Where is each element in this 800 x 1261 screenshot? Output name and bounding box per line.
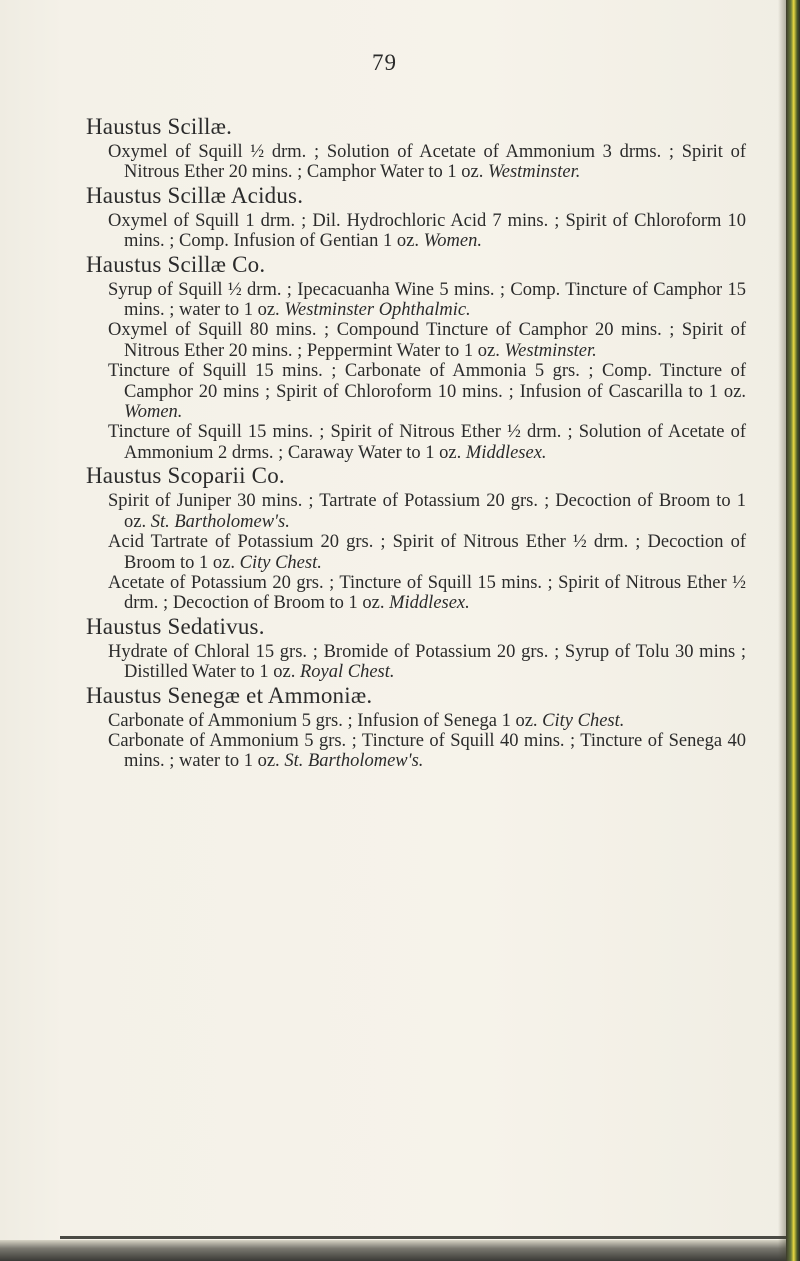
section-heading: Haustus Scillæ Acidus. bbox=[86, 182, 304, 208]
section-heading: Haustus Senegæ et Ammoniæ. bbox=[86, 682, 373, 708]
formula-entry bbox=[86, 573, 746, 614]
section-haustus-sedativus bbox=[86, 614, 746, 683]
formula-source: Royal Chest. bbox=[299, 662, 395, 683]
formula-text: Oxymel of Squill ½ drm. ; Solution of Acetate of Ammonium 3 drms. ; Spirit of Nitrous Ether 20 mins. ; Camphor Water to 1 oz. bbox=[108, 142, 746, 183]
formula-text: Oxymel of Squill 1 drm. ; Dil. Hydrochloric Acid 7 mins. ; Spirit of Chloroform 10 mins. ; Comp. Infusion of Gentian 1 oz. bbox=[108, 210, 746, 252]
bottom-rule bbox=[60, 1236, 786, 1239]
formula-source: Westminster Ophthalmic. bbox=[284, 300, 471, 321]
section-haustus-scillae-acidus bbox=[86, 183, 746, 252]
formula-source: Westminster. bbox=[488, 162, 581, 183]
section-haustus-scoparii-co bbox=[86, 463, 746, 613]
formula-source: Middlesex. bbox=[389, 593, 470, 614]
formula-source: Women. bbox=[423, 231, 482, 252]
formula-text: Tincture of Squill 15 mins. ; Spirit of Nitrous Ether ½ drm. ; Solution of Acetate of Ammonium 2 drms. ; Caraway Water to 1 oz. bbox=[108, 422, 746, 463]
formula-text: Spirit of Juniper 30 mins. ; Tartrate of Potassium 20 grs. ; Decoction of Broom to 1 oz. bbox=[108, 491, 746, 532]
formula-source: Middlesex. bbox=[465, 442, 547, 463]
formula-text: Tincture of Squill 15 mins. ; Carbonate of Ammonia 5 grs. ; Comp. Tincture of Camphor 20 mins ; Spirit of Chloroform 10 mins. ; Infusion of Cascarilla to 1 oz. bbox=[108, 361, 746, 402]
formula-text: Hydrate of Chloral 15 grs. ; Bromide of Potassium 20 grs. ; Syrup of Tolu 30 mins ; Distilled Water to 1 oz. bbox=[108, 641, 746, 683]
formula-source: Westminster. bbox=[504, 340, 597, 361]
formula-entry bbox=[86, 642, 746, 683]
formula-text: Oxymel of Squill 80 mins. ; Compound Tincture of Camphor 20 mins. ; Spirit of Nitrous Ether 20 mins. ; Peppermint Water to 1 oz. bbox=[108, 320, 746, 361]
formula-source: Women. bbox=[124, 402, 183, 423]
page-number: 79 bbox=[372, 50, 397, 75]
page-bottom-edge bbox=[0, 1240, 786, 1261]
formula-text: Acetate of Potassium 20 grs. ; Tincture of Squill 15 mins. ; Spirit of Nitrous Ether ½ drm. ; Decoction of Broom to 1 oz. bbox=[108, 572, 746, 614]
formula-source: City Chest. bbox=[239, 552, 322, 573]
section-heading: Haustus Scillæ Co. bbox=[86, 251, 266, 277]
formula-entry bbox=[86, 361, 746, 422]
formula-text: Carbonate of Ammonium 5 grs. ; Infusion of Senega 1 oz. bbox=[108, 710, 543, 731]
formula-source: St. Bartholomew's. bbox=[284, 751, 424, 772]
formula-source: City Chest. bbox=[542, 710, 625, 731]
formula-entry bbox=[86, 491, 746, 532]
formula-entry bbox=[86, 422, 746, 463]
formula-source: St. Bartholomew's. bbox=[150, 511, 290, 532]
formulary-content bbox=[86, 114, 746, 772]
formula-entry bbox=[86, 320, 746, 361]
formula-text: Syrup of Squill ½ drm. ; Ipecacuanha Wine 5 mins. ; Comp. Tincture of Camphor 15 mins. ; water to 1 oz. bbox=[108, 279, 746, 321]
formula-entry bbox=[86, 731, 746, 772]
formula-entry bbox=[86, 280, 746, 321]
section-haustus-scillae bbox=[86, 114, 746, 183]
book-binding-edge bbox=[786, 0, 800, 1261]
section-heading: Haustus Sedativus. bbox=[86, 613, 265, 639]
formula-text: Carbonate of Ammonium 5 grs. ; Tincture of Squill 40 mins. ; Tincture of Senega 40 mins. ; water to 1 oz. bbox=[108, 730, 746, 772]
formula-entry bbox=[86, 211, 746, 252]
formula-text: Acid Tartrate of Potassium 20 grs. ; Spirit of Nitrous Ether ½ drm. ; Decoction of Broom to 1 oz. bbox=[108, 532, 746, 573]
section-heading: Haustus Scoparii Co. bbox=[86, 463, 285, 489]
formula-entry bbox=[86, 142, 746, 183]
formula-entry bbox=[86, 711, 746, 731]
section-haustus-senegae-et-ammoniae bbox=[86, 683, 746, 772]
formula-entry bbox=[86, 532, 746, 573]
section-haustus-scillae-co bbox=[86, 252, 746, 464]
binding-shadow bbox=[778, 0, 786, 1261]
section-heading: Haustus Scillæ. bbox=[86, 114, 233, 139]
